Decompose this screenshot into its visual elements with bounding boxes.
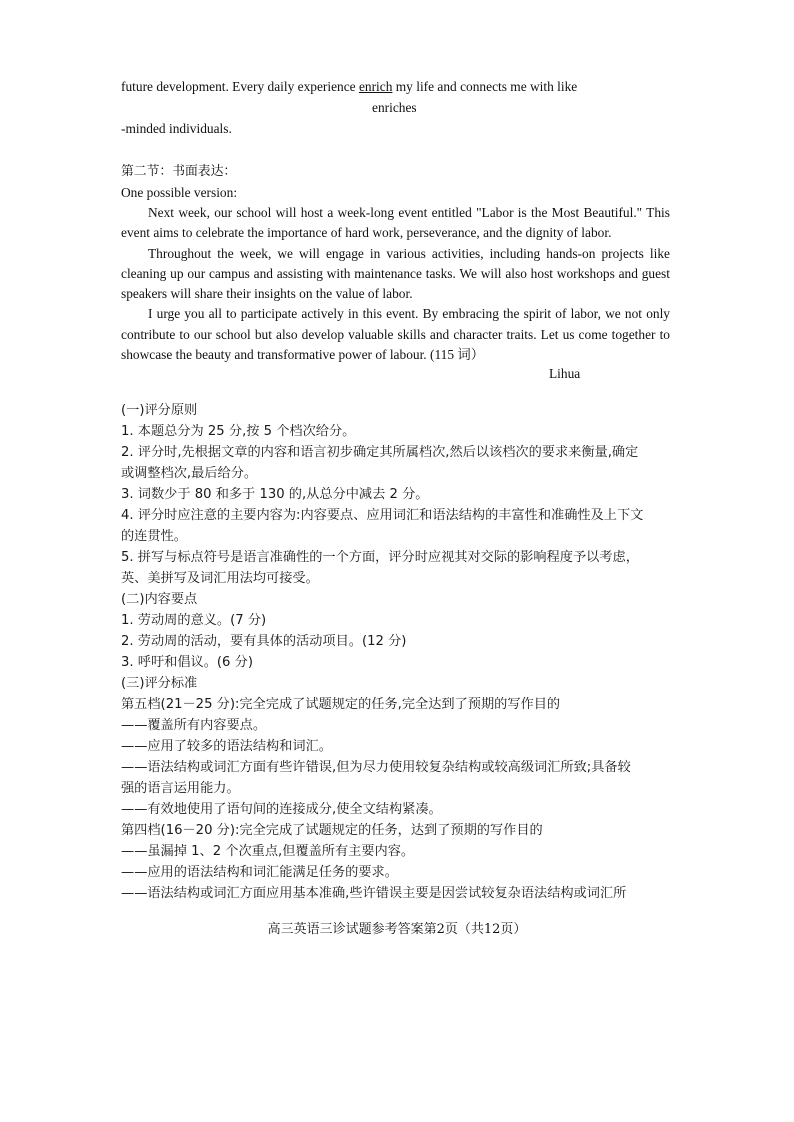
correction-fix-word: enriches [372, 100, 417, 115]
section-subheading: One possible version: [121, 185, 238, 200]
scoring-line: ——应用的语法结构和词汇能满足任务的要求。 [121, 865, 398, 880]
scoring-line: ——虽漏掉 1、2 个次重点,但覆盖所有主要内容。 [121, 844, 415, 859]
essay-signature: Lihua [549, 366, 581, 381]
scoring-line: 4. 评分时应注意的主要内容为:内容要点、应用词汇和语法结构的丰富性和准确性及上下文 [121, 508, 644, 523]
page-footer: 高三英语三诊试题参考答案第2页（共12页） [267, 922, 527, 937]
correction-line-1 [121, 78, 577, 96]
scoring-line: 2. 评分时,先根据文章的内容和语言初步确定其所属档次,然后以该档次的要求来衡量,确定 [121, 445, 639, 460]
scoring-guidelines [121, 400, 670, 904]
scoring-line: 或调整档次,最后给分。 [121, 466, 258, 481]
scoring-line: ——覆盖所有内容要点。 [121, 718, 267, 733]
correction-text-before: future development. Every daily experience [121, 79, 359, 94]
scoring-line: 第五档(21－25 分):完全完成了试题规定的任务,完全达到了预期的写作目的 [121, 697, 561, 712]
essay-paragraph: I urge you all to participate actively in this event. By embracing the spirit of labor, we not only contribute to our school but also develop valuable skills and character traits. Let us come together to showcase the beauty and transformative power of labour. (115 词） [121, 306, 670, 363]
scoring-line: ——语法结构或词汇方面应用基本准确,些许错误主要是因尝试较复杂语法结构或词汇所 [121, 886, 627, 901]
scoring-line: 3. 呼吁和倡议。(6 分) [121, 655, 253, 670]
scoring-line: 3. 词数少于 80 和多于 130 的,从总分中减去 2 分。 [121, 487, 429, 502]
correction-line-2: -minded individuals. [121, 121, 232, 136]
scoring-line: (三)评分标准 [121, 676, 198, 691]
scoring-line: 强的语言运用能力。 [121, 781, 240, 796]
scoring-line: 2. 劳动周的活动，要有具体的活动项目。(12 分) [121, 634, 407, 649]
scoring-line: 1. 劳动周的意义。(7 分) [121, 613, 267, 628]
correction-text-after: my life and connects me with like [392, 79, 578, 94]
scoring-line: (一)评分原则 [121, 403, 198, 418]
scoring-line: ——有效地使用了语句间的连接成分,使全文结构紧凑。 [121, 802, 442, 817]
essay-paragraph: Throughout the week, we will engage in various activities, including hands-on projects like cleaning up our campus and assisting with maintenance tasks. We will also host workshops and guest speakers will share their insights on the value of labor. [121, 245, 670, 302]
scoring-line: ——应用了较多的语法结构和词汇。 [121, 739, 332, 754]
scoring-line: 英、美拼写及词汇用法均可接受。 [121, 571, 319, 586]
scoring-line: (二)内容要点 [121, 592, 198, 607]
section-heading: 第二节：书面表达： [121, 164, 237, 179]
model-essay [121, 203, 670, 365]
scoring-line: 第四档(16－20 分):完全完成了试题规定的任务，达到了预期的写作目的 [121, 823, 543, 838]
error-word: enrich [358, 79, 393, 94]
scoring-line: ——语法结构或词汇方面有些许错误,但为尽力使用较复杂结构或较高级词汇所致;具备较 [121, 760, 631, 775]
essay-paragraph: Next week, our school will host a week-long event entitled "Labor is the Most Beautiful." This event aims to celebrate the importance of hard work, perseverance, and the dignity of labor. [121, 205, 670, 241]
scoring-line: 5. 拼写与标点符号是语言准确性的一个方面，评分时应视其对交际的影响程度予以考虑， [121, 550, 639, 565]
scoring-line: 1. 本题总分为 25 分,按 5 个档次给分。 [121, 424, 356, 439]
scoring-line: 的连贯性。 [121, 529, 187, 544]
